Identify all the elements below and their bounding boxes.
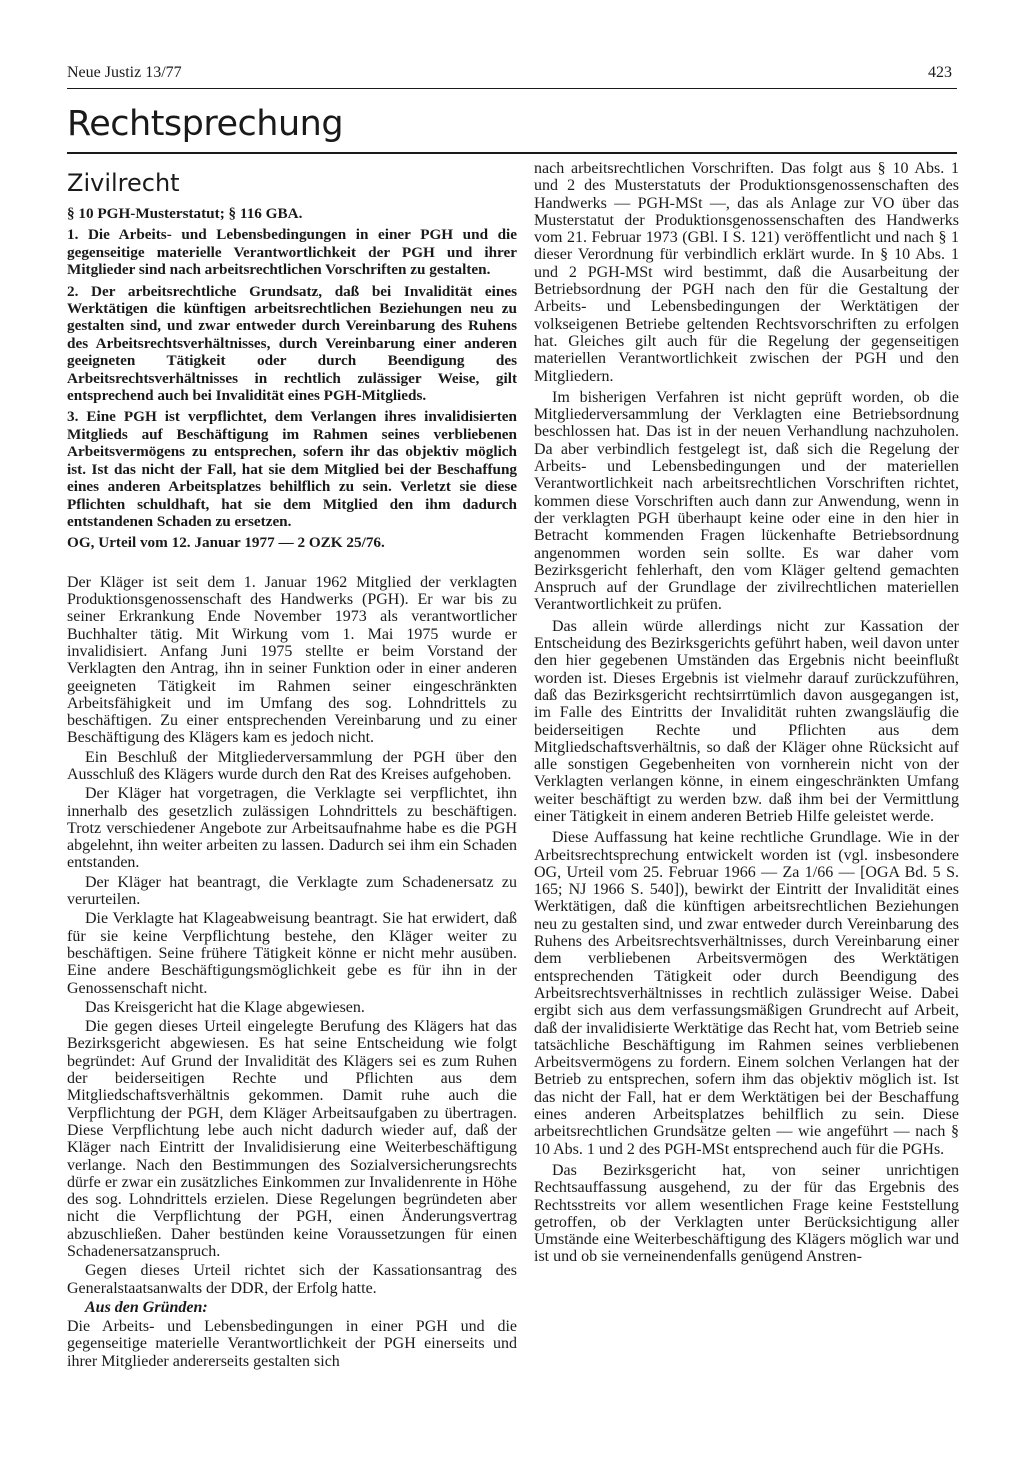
reasons-heading: Aus den Gründen:	[85, 1298, 208, 1316]
journal-header: Neue Justiz 13/77	[67, 64, 182, 81]
paragraph: Die gegen dieses Urteil eingelegte Berufung des Klägers hat das Bezirksgericht abgewiesen. Es hat seine Entscheidung wie folgt begründet: Auf Grund der Invalidität des Klägers sei es zum Ruhen der beiderseitigen Rechte und Pflichten aus dem Mitgliedschaftsverhältnis gekommen. Damit ruhe auch die Verpflichtung der PGH, dem Kläger Arbeitsaufgaben zu übertragen. Diese Verpflichtung lebe auch nicht dadurch wieder auf, daß der Kläger nach Eintritt der Invalidisierung eine Weiterbeschäftigung verlange. Nach den Bestimmungen des Sozialversicherungsrechts dürfe er zwar ein zusätzliches Einkommen zur Invalidenrente in Höhe des sog. Lohndrittels erzielen. Diese Regelungen begründeten aber nicht die Verpflichtung der PGH, einen Änderungsvertrag abzuschließen. Daher bestünden keine Voraussetzungen für einen Schadenersatzanspruch.	[67, 1018, 517, 1260]
paragraph: Der Kläger hat vorgetragen, die Verklagte sei verpflichtet, ihn innerhalb des gesetzlich zulässigen Lohndrittels zu beschäftigen. Trotz verschiedener Angebote zur Arbeitsaufnahme habe es die PGH abgelehnt, ihn weiter arbeiten zu lassen. Dadurch sei ihm ein Schaden entstanden.	[67, 785, 517, 872]
right-column	[534, 160, 959, 1270]
headnote-citation: OG, Urteil vom 12. Januar 1977 — 2 OZK 25/76.	[67, 534, 385, 552]
case-facts	[67, 574, 517, 1370]
headnote	[67, 205, 517, 552]
page-number: 423	[928, 64, 952, 81]
paragraph: Der Kläger ist seit dem 1. Januar 1962 Mitglied der verklagten Produktionsgenossenschaft des Handwerks (PGH). Er war bis zu seiner Erkrankung Ende November 1973 als verantwortlicher Buchhalter tätig. Mit Wirkung vom 1. Mai 1975 wurde er invalidisiert. Anfang Juni 1975 stellte er beim Vorstand der Verklagten den Antrag, ihn in seiner Funktion oder in einer anderen geeigneten Tätigkeit im Rahmen seiner eingeschränkten Arbeitsfähigkeit und im Umfang des sog. Lohndrittels zu beschäftigen. Zu einer entsprechenden Vereinbarung und zu einer Beschäftigung des Klägers kam es jedoch nicht.	[67, 573, 517, 747]
paragraph: Die Arbeits- und Lebensbedingungen in einer PGH und die gegenseitige materielle Verantwortlichkeit der PGH einerseits und ihrer Mitglieder andererseits gestalten sich	[67, 1318, 517, 1370]
paragraph: Im bisherigen Verfahren ist nicht geprüft worden, ob die Mitgliederversammlung der Verklagten eine Betriebsordnung beschlossen hat. Das ist in der neuen Verhandlung nachzuholen. Da aber verbindlich festgelegt ist, daß sich die Regelung der Arbeits- und Lebensbedingungen und der materiellen Verantwortlichkeit nach arbeitsrechtlichen Vorschriften richtet, kommen diese Vorschriften auch dann zur Anwendung, wenn in der verklagten PGH überhaupt keine oder eine in den hier in Betracht kommenden Fragen lückenhafte Betriebsordnung angenommen worden sein sollte. Es war daher vom Bezirksgericht fehlerhaft, den vom Kläger geltend gemachten Anspruch auf der Grundlage der zivilrechtlichen materiellen Verantwortlichkeit zu prüfen.	[534, 388, 959, 614]
subsection-title: Zivilrecht	[67, 169, 180, 197]
headnote-point: 2. Der arbeitsrechtliche Grundsatz, daß bei Invalidität eines Werktätigen die künftigen arbeitsrechtlichen Beziehungen neu zu gestalten sind, und zwar entweder durch Vereinbarung des Ruhens des Arbeitsrechtsverhältnisses, durch Vereinbarung einer anderen geeigneten Tätigkeit oder durch Beendigung des Arbeitsrechtsverhältnisses in rechtlich zulässiger Weise, gilt entsprechend auch bei Invalidität eines PGH-Mitglieds.	[67, 282, 517, 405]
paragraph: nach arbeitsrechtlichen Vorschriften. Das folgt aus § 10 Abs. 1 und 2 des Musterstatuts der Produktionsgenossenschaften des Handwerks — PGH-MSt —, das als Anlage zur VO über das Musterstatut der Produktionsgenossenschaften des Handwerks vom 21. Februar 1973 (GBl. I S. 121) veröffentlicht und nach § 1 dieser Verordnung für verbindlich erklärt wurde. In § 10 Abs. 1 und 2 PGH-MSt wird bestimmt, daß die Ausarbeitung der Betriebsordnung der PGH nach den für die Gestaltung der Arbeits- und Lebensbedingungen der Werktätigen der volkseigenen Betriebe geltenden Rechtsvorschriften zu erfolgen hat. Gleiches gilt auch für die Regelung der gegenseitigen materiellen Verantwortlichkeit zwischen der PGH und den Mitgliedern.	[534, 160, 959, 385]
header-rule	[67, 88, 957, 89]
paragraph: Das allein würde allerdings nicht zur Kassation der Entscheidung des Bezirksgerichts geführt haben, weil davon unter den hier gegebenen Umständen das Ergebnis nicht beeinflußt worden ist. Dieses Ergebnis ist vielmehr darauf zurückzuführen, daß das Bezirksgericht rechtsirrtümlich davon ausgegangen ist, im Falle des Eintritts der Invalidität ruhten zwangsläufig die beiderseitigen Rechte und Pflichten aus dem Mitgliedschaftsverhältnis, so daß der Kläger ohne Rücksicht auf alle sonstigen Gegebenheiten von vornherein nicht von der Verklagten verlangen könne, in einem eingeschränkten Umfang weiter beschäftigt zu werden bzw. daß ihm bei der Vermittlung einer Tätigkeit in einem anderen Betrieb Hilfe geleistet werde.	[534, 617, 959, 825]
paragraph: Diese Auffassung hat keine rechtliche Grundlage. Wie in der Arbeitsrechtsprechung entwickelt worden ist (vgl. insbesondere OG, Urteil vom 25. Februar 1966 — Za 1/66 — [OGA Bd. 5 S. 165; NJ 1966 S. 540]), bewirkt der Eintritt der Invalidität eines Werktätigen, daß die künftigen arbeitsrechtlichen Beziehungen neu zu gestalten sind, und zwar entweder durch Vereinbarung des Ruhens des Arbeitsrechtsverhältnisses, durch Vereinbarung einer dem verbliebenen Arbeitsvermögen des Werktätigen entsprechenden Tätigkeit oder durch Beendigung des Arbeitsrechtsverhältnisses in rechtlich zulässiger Weise. Dabei ergibt sich aus dem verfassungsmäßigen Grundrecht auf Arbeit, daß der invalidisierte Werktätige das Recht hat, vom Betrieb seine tatsächliche Beschäftigung im Rahmen seines verbliebenen Arbeitsvermögens zu fordern. Einem solchen Verlangen hat der Betrieb zu entsprechen, sofern ihm das objektiv möglich ist. Ist das nicht der Fall, hat er dem Werktätigen bei der Beschaffung eines anderen Arbeitsplatzes behilflich zu sein. Diese arbeitsrechtlichen Grundsätze gelten — wie angeführt — nach § 10 Abs. 1 und 2 des PGH-MSt entsprechend auch für die PGHs.	[534, 829, 959, 1158]
paragraph: Ein Beschluß der Mitgliederversammlung der PGH über den Ausschluß des Klägers wurde durch den Rat des Kreises aufgehoben.	[67, 748, 517, 783]
paragraph: Der Kläger hat beantragt, die Verklagte zum Schadenersatz zu verurteilen.	[67, 873, 517, 909]
section-rule	[67, 152, 957, 154]
paragraph: Gegen dieses Urteil richtet sich der Kassationsantrag des Generalstaatsanwalts der DDR, der Erfolg hatte.	[67, 1262, 517, 1297]
headnote-point: 1. Die Arbeits- und Lebensbedingungen in einer PGH und die gegenseitige materielle Verantwortlichkeit der PGH und ihrer Mitglieder sind nach arbeitsrechtlichen Vorschriften zu gestalten.	[67, 226, 517, 279]
paragraph: Das Kreisgericht hat die Klage abgewiesen.	[85, 998, 365, 1016]
headnote-point: 3. Eine PGH ist verpflichtet, dem Verlangen ihres invalidisierten Mitglieds auf Beschäftigung im Rahmen seines verbliebenen Arbeitsvermögens zu entsprechen, sofern ihr das objektiv möglich ist. Ist das nicht der Fall, hat sie dem Mitglied bei der Beschaffung eines anderen Arbeitsplatzes behilflich zu sein. Verletzt sie diese Pflichten schuldhaft, hat sie dem Mitglied den ihm dadurch entstandenen Schaden zu ersetzen.	[67, 408, 517, 530]
paragraph: Das Bezirksgericht hat, von seiner unrichtigen Rechtsauffassung ausgehend, zu der für das Ergebnis des Rechtsstreits vor allem wesentlichen Frage keine Feststellung getroffen, ob der Verklagten unter Berücksichtigung aller Umstände eine Weiterbeschäftigung des Klägers möglich war und ist und ob sie verneinendenfalls genügend Anstren-	[534, 1161, 959, 1266]
paragraph: Die Verklagte hat Klageabweisung beantragt. Sie hat erwidert, daß für sie keine Verpflichtung bestehe, den Kläger weiter zu beschäftigen. Seine frühere Tätigkeit könne er nicht mehr ausüben. Eine andere Beschäftigungsmöglichkeit gebe es für ihn in der Genossenschaft nicht.	[67, 910, 517, 997]
section-title: Rechtsprechung	[67, 104, 344, 144]
headnote-statutes: § 10 PGH-Musterstatut; § 116 GBA.	[67, 205, 303, 222]
left-column	[67, 168, 517, 1372]
